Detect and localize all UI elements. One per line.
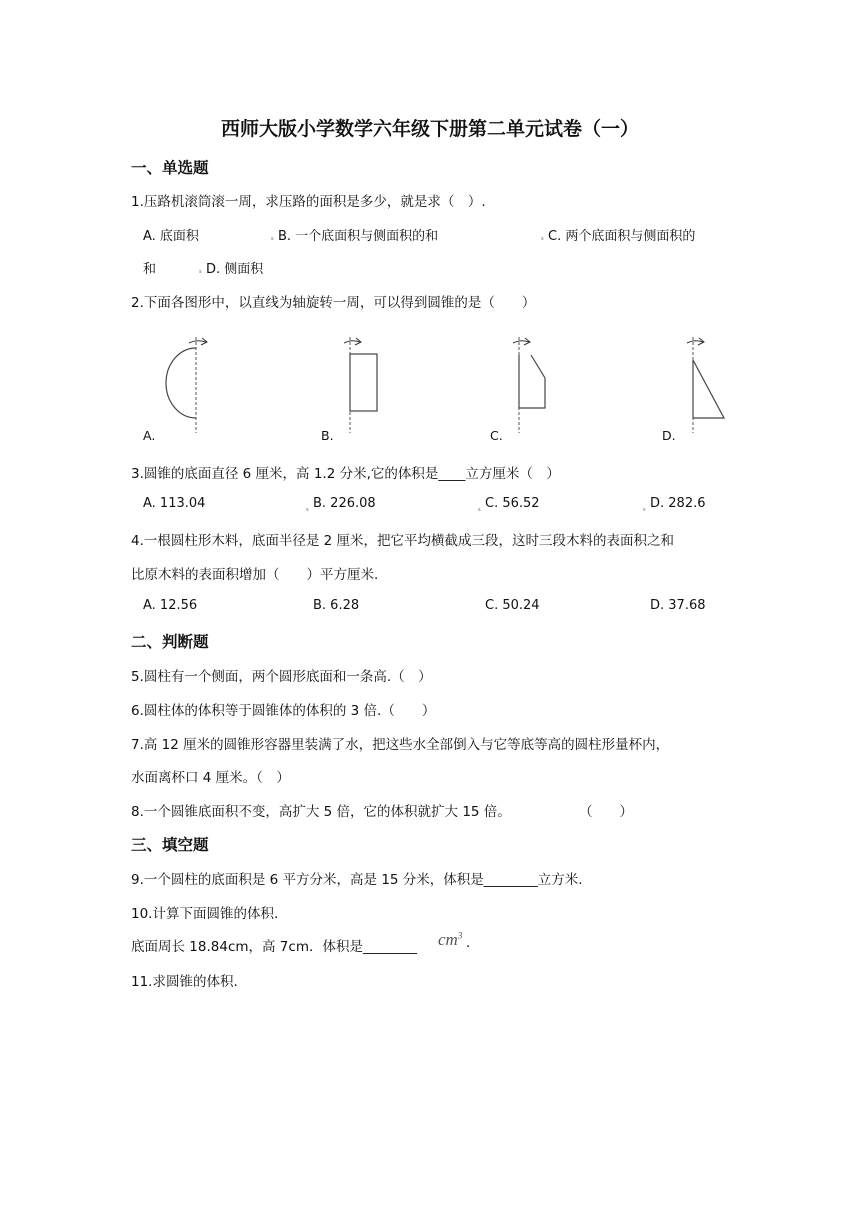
question-3: 3.圆锥的底面直径 6 厘米，高 1.2 分米,它的体积是____立方厘米（ ） (131, 466, 560, 482)
question-8: 8.一个圆锥底面积不变，高扩大 5 倍，它的体积就扩大 15 倍。 (131, 804, 511, 820)
question-7-line-2: 水面离杯口 4 厘米。（ ） (131, 770, 290, 786)
question-9: 9.一个圆柱的底面积是 6 平方分米，高是 15 分米，体积是________立方米. (131, 872, 583, 888)
question-7-line-1: 7.高 12 厘米的圆锥形容器里装满了水，把这些水全部倒入与它等底等高的圆柱形量杯内， (131, 737, 670, 753)
page-title: 西师大版小学数学六年级下册第二单元试卷（一） (220, 118, 639, 140)
question-1-option-b: B. 一个底面积与侧面积的和 (278, 229, 439, 244)
question-4-option-a: A. 12.56 (143, 598, 198, 613)
question-1-option-c: C. 两个底面积与侧面积的 (548, 229, 696, 244)
question-1-option-d: D. 侧面积 (206, 262, 264, 277)
question-1-option-a: A. 底面积 (143, 229, 199, 244)
question-2: 2.下面各图形中，以直线为轴旋转一周，可以得到圆锥的是（ ） (131, 295, 536, 311)
option-marker: s (271, 236, 274, 242)
option-marker: s (541, 236, 544, 242)
question-1-option-c-continued: 和 (143, 262, 157, 277)
option-marker: s (199, 269, 202, 275)
figure-a-semicircle (155, 335, 215, 435)
section-heading-true-false: 二、判断题 (131, 633, 209, 651)
question-3-option-b: B. 226.08 (313, 496, 376, 511)
option-marker: s (478, 507, 481, 513)
option-marker: s (643, 507, 646, 513)
figure-d-right-triangle (683, 335, 733, 435)
question-3-option-a: A. 113.04 (143, 496, 206, 511)
question-10-line-1: 10.计算下面圆锥的体积. (131, 906, 279, 922)
question-10-period: . (466, 935, 471, 951)
figure-b-label: B. (321, 428, 334, 443)
question-5: 5.圆柱有一个侧面，两个圆形底面和一条高.（ ） (131, 669, 432, 685)
figure-c-trapezoid (507, 335, 557, 435)
figure-d-label: D. (662, 428, 676, 443)
question-11: 11.求圆锥的体积. (131, 974, 238, 990)
question-3-option-c: C. 56.52 (485, 496, 540, 511)
section-heading-single-choice: 一、单选题 (131, 159, 209, 177)
question-4-line-1: 4.一根圆柱形木料，底面半径是 2 厘米，把它平均横截成三段，这时三段木料的表面积之和 (131, 533, 675, 549)
question-4-option-d: D. 37.68 (650, 598, 706, 613)
question-10-line-2: 底面周长 18.84cm，高 7cm．体积是________ (131, 939, 417, 955)
question-3-option-d: D. 282.6 (650, 496, 706, 511)
question-8-answer-paren: （ ） (579, 804, 633, 820)
figure-b-rectangle (340, 335, 390, 435)
section-heading-fill-in: 三、填空题 (131, 836, 209, 854)
question-4-option-b: B. 6.28 (313, 598, 360, 613)
figure-a-label: A. (143, 428, 156, 443)
option-marker: s (306, 507, 309, 513)
question-4-line-2: 比原木料的表面积增加（ ）平方厘米. (131, 567, 379, 583)
question-1: 1.压路机滚筒滚一周，求压路的面积是多少，就是求（ ）. (131, 194, 486, 210)
question-10-unit: $cm^3$ (438, 930, 463, 949)
question-6: 6.圆柱体的体积等于圆锥体的体积的 3 倍.（ ） (131, 703, 436, 719)
figure-c-label: C. (490, 428, 503, 443)
question-4-option-c: C. 50.24 (485, 598, 540, 613)
